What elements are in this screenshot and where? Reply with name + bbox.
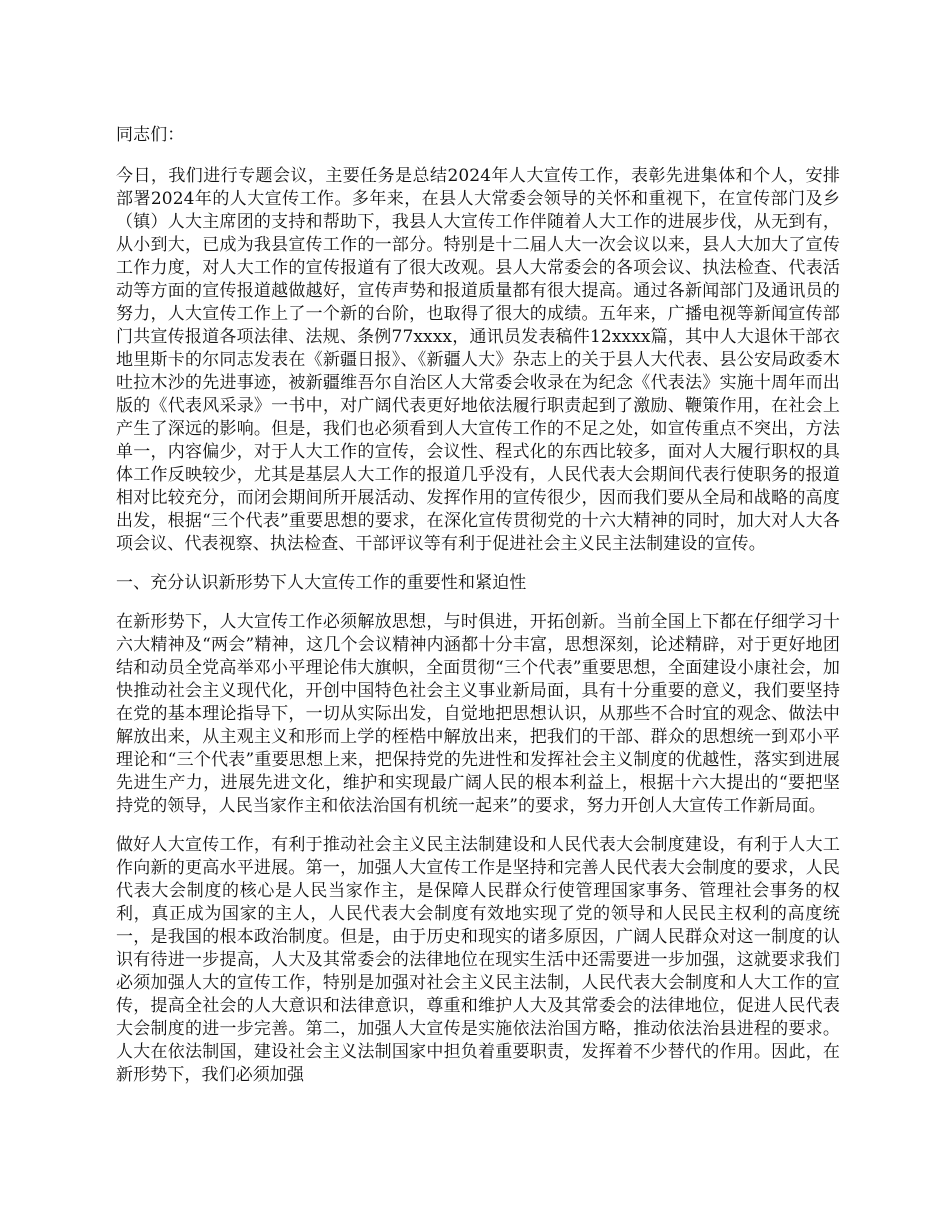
- paragraph-new-situation: 在新形势下，人大宣传工作必须解放思想，与时俱进，开拓创新。当前全国上下都在仔细学习十六大精神及“两会”精神，这几个会议精神内涵都十分丰富，思想深刻，论述精辟，对于更好地团结和动员全党高举邓小平理论伟大旗帜，全面贯彻“三个代表”重要思想，全面建设小康社会，加快推动社会主义现代化，开创中国特色社会主义事业新局面，具有十分重要的意义，我们要坚持在党的基本理论指导下，一切从实际出发，自觉地把思想认识，从那些不合时宜的观念、做法中解放出来，从主观主义和形而上学的桎梏中解放出来，把我们的干部、群众的思想统一到邓小平理论和“三个代表”重要思想上来，把保持党的先进性和发挥社会主义制度的优越性，落实到进展先进生产力，进展先进文化，维护和实现最广阔人民的根本利益上，根据十六大提出的“要把坚持党的领导，人民当家作主和依法治国有机统一起来”的要求，努力开创人大宣传工作新局面。: [116, 612, 840, 816]
- section-heading-1: 一、充分认识新形势下人大宣传工作的重要性和紧迫性: [116, 573, 527, 593]
- paragraph-intro: 今日，我们进行专题会议，主要任务是总结2024年人大宣传工作，表彰先进集体和个人，安排部署2024年的人大宣传工作。多年来，在县人大常委会领导的关怀和重视下，在宣传部门及乡（镇）人大主席团的支持和帮助下，我县人大宣传工作伴随着人大工作的进展步伐，从无到有，从小到大，已成为我县宣传工作的一部分。特别是十二届人大一次会议以来，县人大加大了宣传工作力度，对人大工作的宣传报道有了很大改观。县人大常委会的各项会议、执法检查、代表活动等方面的宣传报道越做越好，宣传声势和报道质量都有很大提高。通过各新闻部门及通讯员的努力，人大宣传工作上了一个新的台阶，也取得了很大的成绩。五年来，广播电视等新闻宣传部门共宣传报道各项法律、法规、条例77xxxx，通讯员发表稿件12xxxx篇，其中人大退休干部衣地里斯卡的尔同志发表在《新疆日报》、《新疆人大》杂志上的关于县人大代表、县公安局政委木吐拉木沙的先进事迹，被新疆维吾尔自治区人大常委会收录在为纪念《代表法》实施十周年而出版的《代表风采录》一书中，对广阔代表更好地依法履行职责起到了激励、鞭策作用，在社会上产生了深远的影响。但是，我们也必须看到人大宣传工作的不足之处，如宣传重点不突出，方法单一，内容偏少，对于人大工作的宣传，会议性、程式化的东西比较多，面对人大履行职权的具体工作反映较少，尤其是基层人大工作的报道几乎没有，人民代表大会期间代表行使职务的报道相对比较充分，而闭会期间所开展活动、发挥作用的宣传很少，因而我们要从全局和战略的高度出发，根据“三个代表”重要思想的要求，在深化宣传贯彻党的十六大精神的同时，加大对人大各项会议、代表视察、执法检查、干部评议等有利于促进社会主义民主法制建设的宣传。: [116, 166, 840, 554]
- greeting: 同志们：: [116, 125, 185, 145]
- paragraph-importance: 做好人大宣传工作，有利于推动社会主义民主法制建设和人民代表大会制度建设，有利于人大工作向新的更高水平进展。第一，加强人大宣传工作是坚持和完善人民代表大会制度的要求，人民代表大会制度的核心是人民当家作主，是保障人民群众行使管理国家事务、管理社会事务的权利，真正成为国家的主人，人民代表大会制度有效地实现了党的领导和人民民主权利的高度统一，是我国的根本政治制度。但是，由于历史和现实的诸多原因，广阔人民群众对这一制度的认识有待进一步提高，人大及其常委会的法律地位在现实生活中还需要进一步加强，这就要求我们必须加强人大的宣传工作，特别是加强对社会主义民主法制，人民代表大会制度和人大工作的宣传，提高全社会的人大意识和法律意识，尊重和维护人大及其常委会的法律地位，促进人民代表大会制度的进一步完善。第二，加强人大宣传是实施依法治国方略，推动依法治县进程的要求。人大在依法制国，建设社会主义法制国家中担负着重要职责，发挥着不少替代的作用。因此，在新形势下，我们必须加强: [116, 835, 840, 1085]
- document-page: [116, 124, 840, 1103]
